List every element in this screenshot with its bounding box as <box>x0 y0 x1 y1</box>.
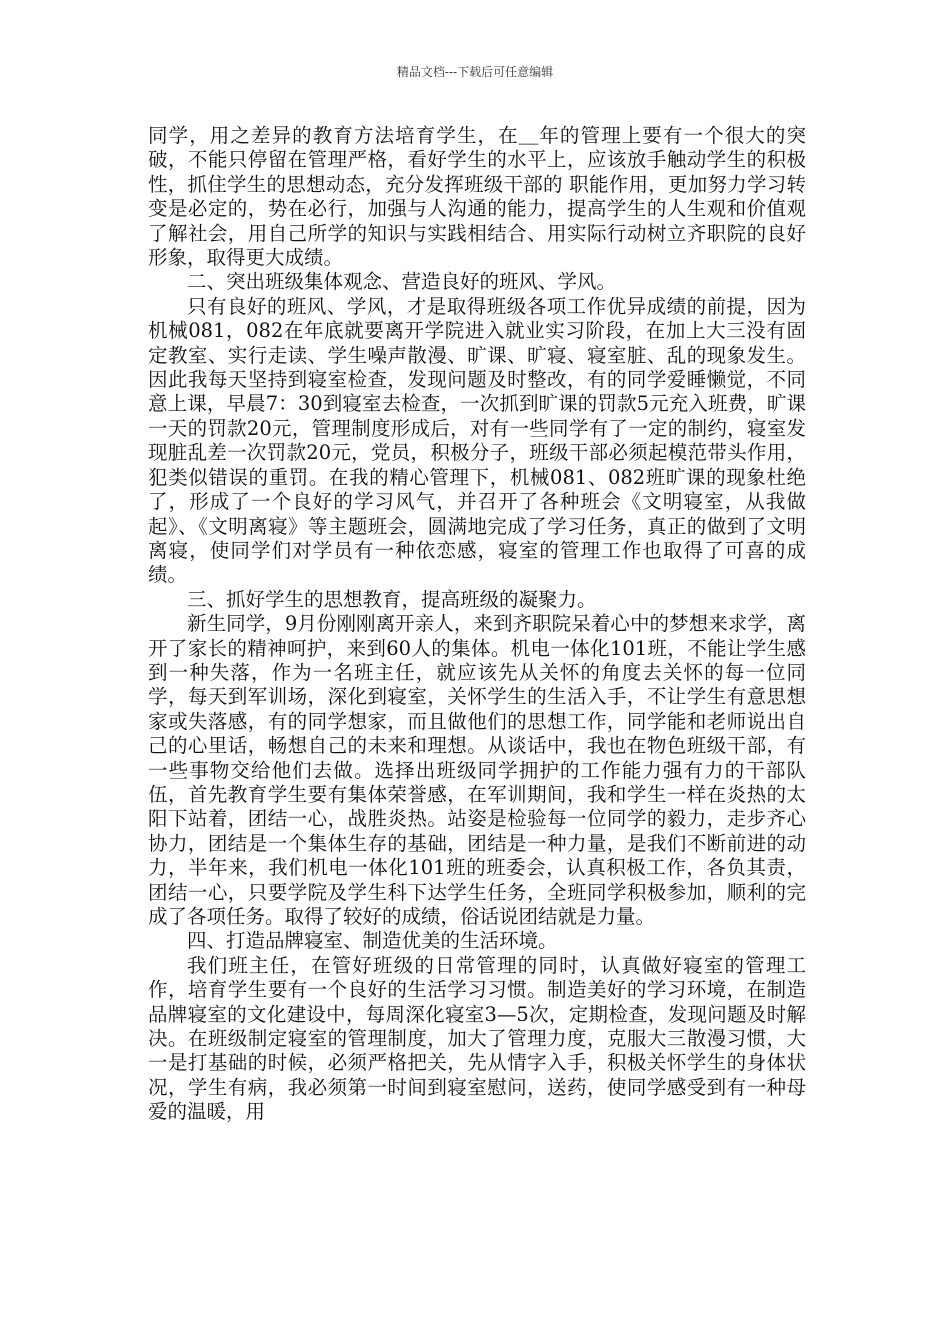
section-heading-4: 四、打造品牌寝室、制造优美的生活环境。 <box>187 929 558 953</box>
page-header: 精品文档---下载后可任意编辑 <box>396 65 554 79</box>
document-body <box>148 124 806 1125</box>
paragraph-continuation: 同学，用之差异的教育方法培育学生，在＿年的管理上要有一个很大的突破，不能只停留在管理严格，看好学生的水平上，应该放手触动学生的积极性，抓住学生的思想动态，充分发挥班级干部的 职能作用，更加努力学习转变是必定的，势在必行，加强与人沟通的能力，提高学生的人生观和价值观了解社会，用自己所学的知识与实践相结合、用实际行动树立齐职院的良好形象，取得更大成绩。 <box>148 124 806 270</box>
section-heading-3: 三、抓好学生的思想教育，提高班级的凝聚力。 <box>187 587 597 611</box>
paragraph-ideology-education: 新生同学，9月份刚刚离开亲人，来到齐职院呆着心中的梦想来求学，离开了家长的精神呵护，来到60人的集体。机电一体化101班，不能让学生感到一种失落，作为一名班主任，就应该先从关怀的角度去关怀的每一位同学，每天到军训场，深化到寝室，关怀学生的生活入手，不让学生有意思想家或失落感，有的同学想家，而且做他们的思想工作，同学能和老师说出自己的心里话，畅想自己的未来和理想。从谈话中，我也在物色班级干部，有一些事物交给他们去做。选择出班级同学拥护的工作能力强有力的干部队伍，首先教育学生要有集体荣誉感，在军训期间，我和学生一样在炎热的太阳下站着，团结一心，战胜炎热。站姿是检验每一位同学的毅力，走步齐心协力，团结是一个集体生存的基础，团结是一种力量，是我们不断前进的动力，半年来，我们机电一体化101班的班委会，认真积极工作，各负其责，团结一心，只要学院及学生科下达学生任务，全班同学积极参加，顺利的完成了各项任务。取得了较好的成绩，俗话说团结就是力量。 <box>148 612 806 928</box>
section-heading-2: 二、突出班级集体观念、营造良好的班风、学风。 <box>187 270 617 294</box>
paragraph-class-style: 只有良好的班风、学风，才是取得班级各项工作优异成绩的前提，因为机械081，082在年底就要离开学院进入就业实习阶段，在加上大三没有固定教室、实行走读、学生噪声散漫、旷课、旷寝、寝室脏、乱的现象发生。因此我每天坚持到寝室检查，发现问题及时整改，有的同学爱睡懒觉，不同意上课，早晨7：30到寝室去检查，一次抓到旷课的罚款5元充入班费，旷课一天的罚款20元，管理制度形成后，对有一些同学有了一定的制约，寝室发现脏乱差一次罚款20元，党员，积极分子，班级干部必须起模范带头作用，犯类似错误的重罚。在我的精心管理下，机械081、082班旷课的现象杜绝了，形成了一个良好的学习风气，并召开了各种班会《文明寝室，从我做起》、《文明离寝》等主题班会，圆满地完成了学习任务，真正的做到了文明离寝，使同学们对学员有一种依恋感，寝室的管理工作也取得了可喜的成绩。 <box>148 294 806 587</box>
paragraph-dormitory: 我们班主任，在管好班级的日常管理的同时，认真做好寝室的管理工作，培育学生要有一个良好的生活学习习惯。制造美好的学习环境，在制造品牌寝室的文化建设中，每周深化寝室3—5次，定期检查，发现问题及时解决。在班级制定寝室的管理制度，加大了管理力度，克服大三散漫习惯，大一是打基础的时候，必须严格把关，先从情字入手，积极关怀学生的身体状况，学生有病，我必须第一时间到寝室慰问，送药，使同学感受到有一种母爱的温暖，用 <box>148 953 806 1124</box>
